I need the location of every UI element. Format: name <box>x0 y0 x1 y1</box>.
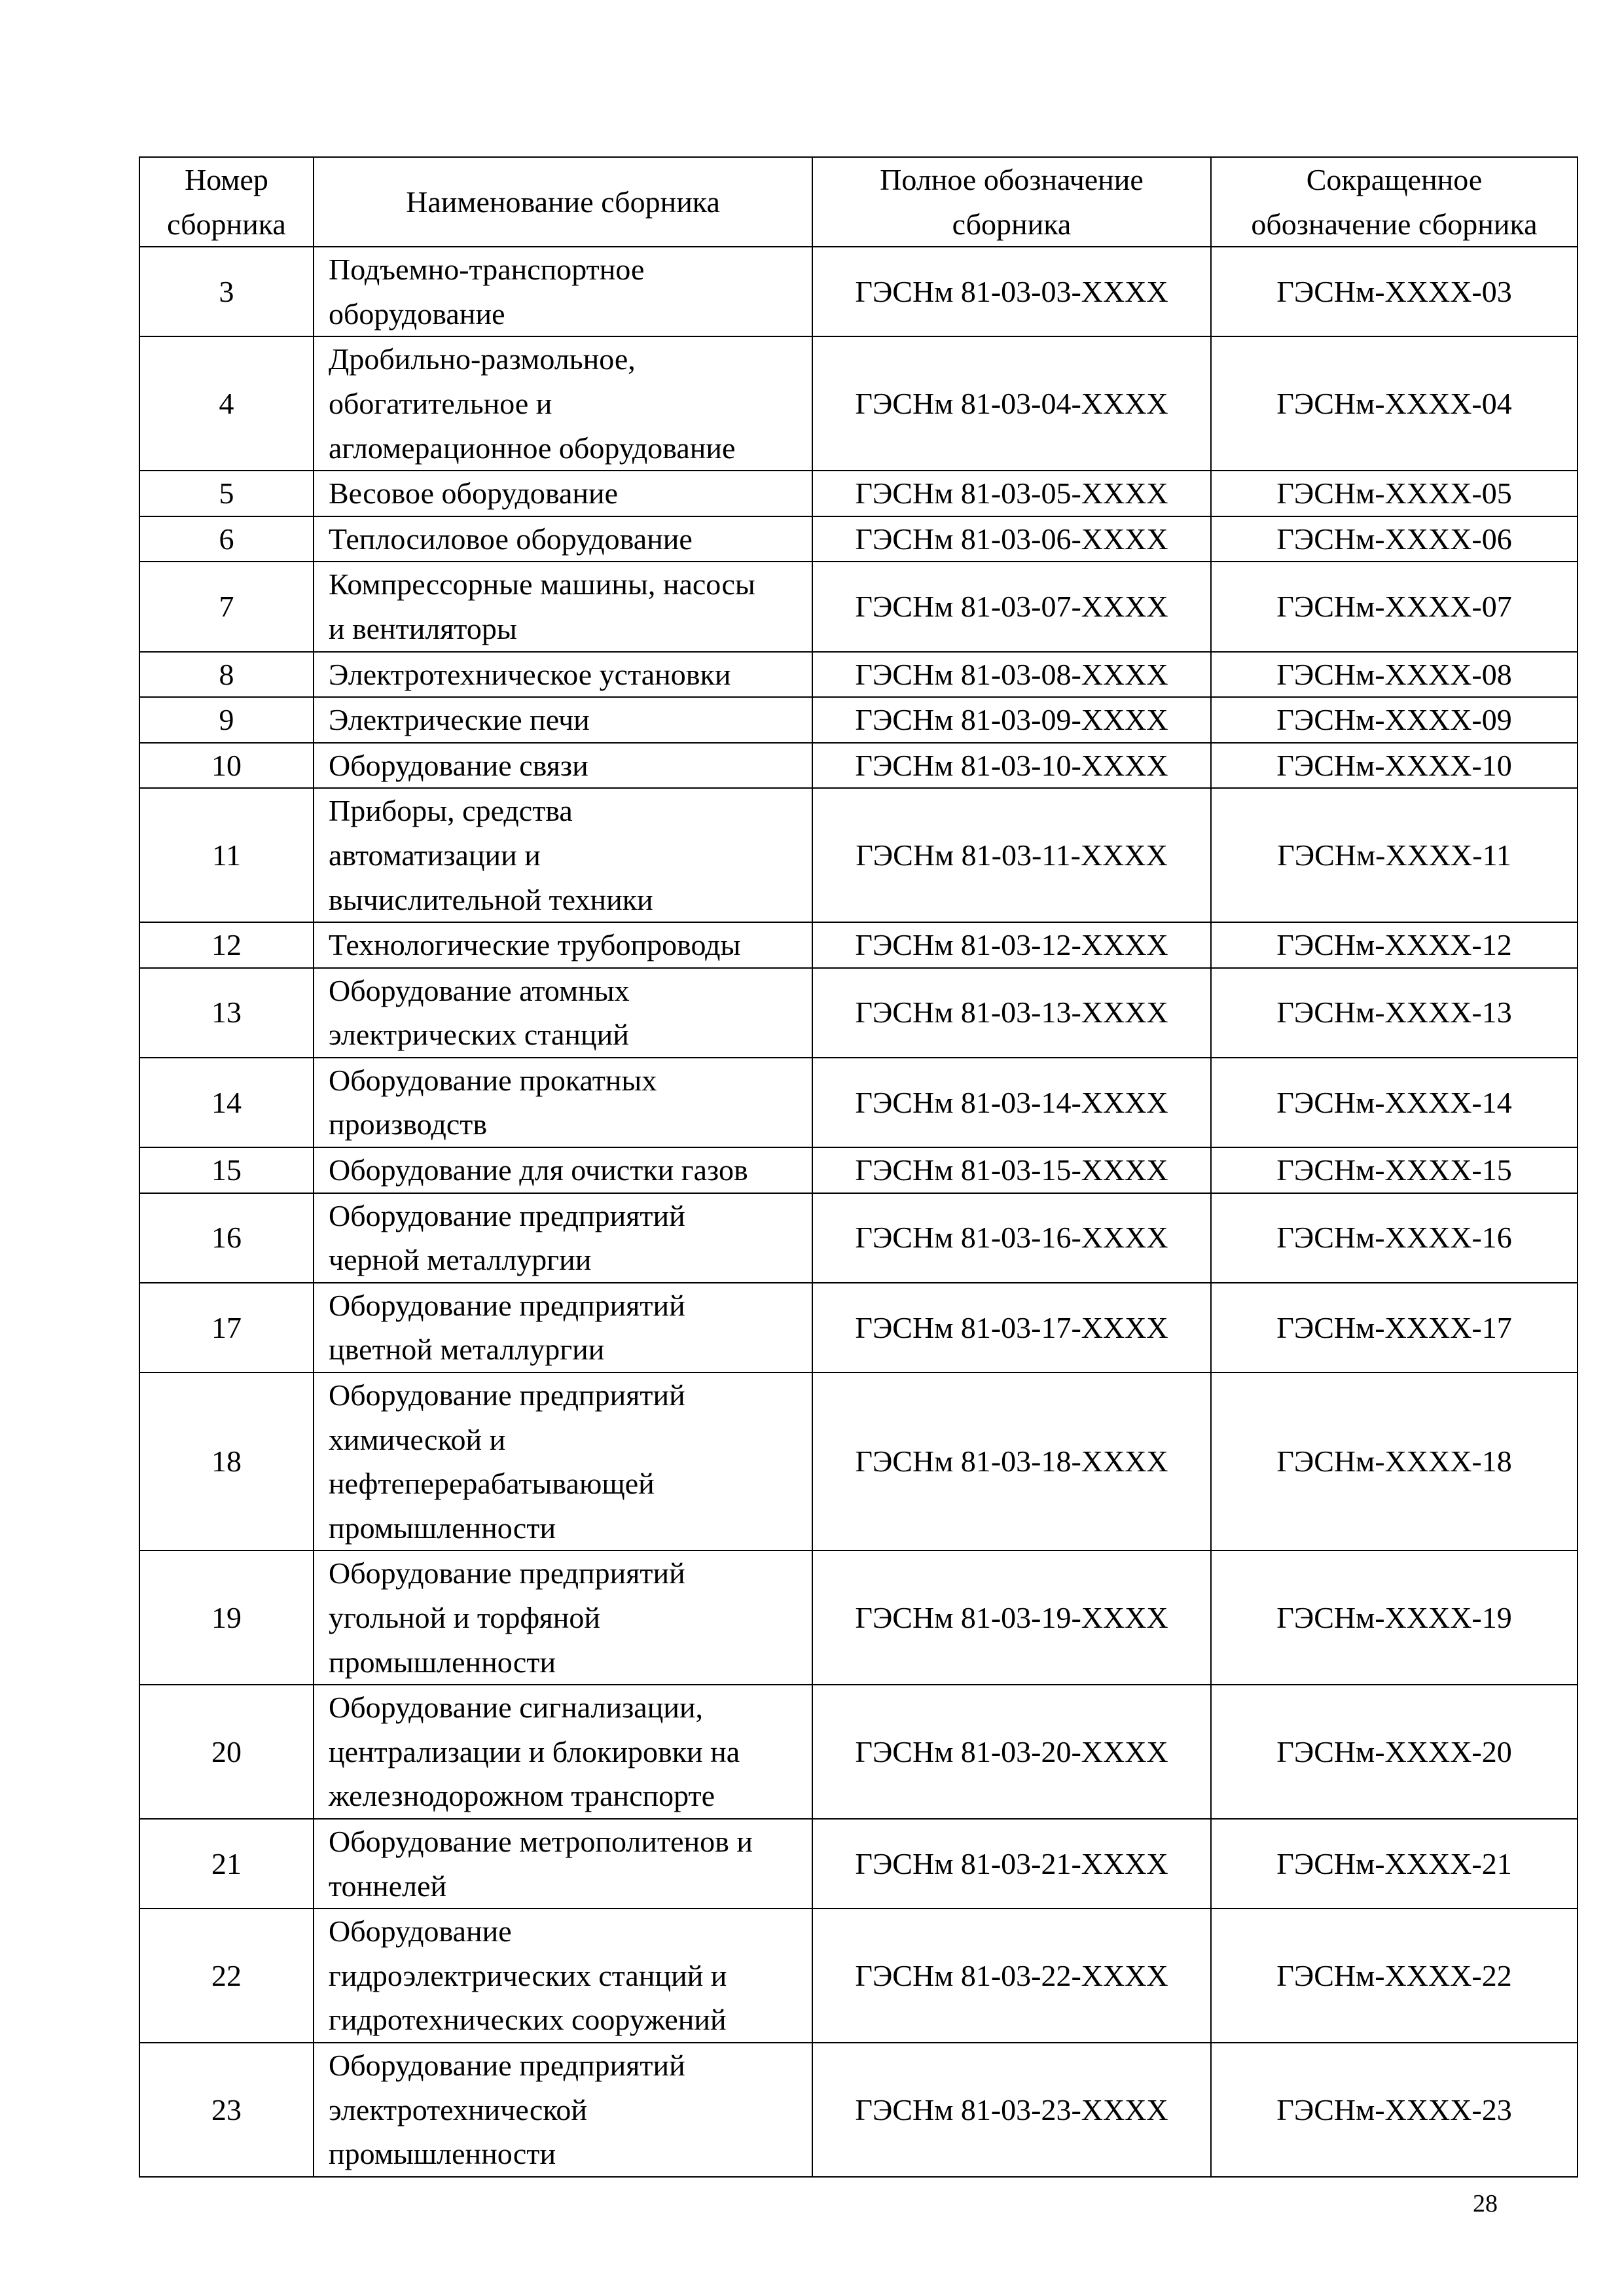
table-row <box>139 1147 1578 1193</box>
short-code: ГЭСНм-ХХХХ-19 <box>1211 1551 1578 1685</box>
collection-number: 12 <box>139 922 314 968</box>
collection-number: 3 <box>139 247 314 336</box>
short-code: ГЭСНм-ХХХХ-03 <box>1211 247 1578 336</box>
collection-number: 16 <box>139 1193 314 1283</box>
table-row <box>139 247 1578 336</box>
table-row <box>139 471 1578 516</box>
table-row <box>139 922 1578 968</box>
short-code: ГЭСНм-ХХХХ-22 <box>1211 1909 1578 2043</box>
full-code: ГЭСНм 81-03-05-ХХХХ <box>812 471 1211 516</box>
short-code: ГЭСНм-ХХХХ-08 <box>1211 652 1578 698</box>
short-code: ГЭСНм-ХХХХ-07 <box>1211 562 1578 651</box>
full-code: ГЭСНм 81-03-21-ХХХХ <box>812 1819 1211 1909</box>
table-row <box>139 697 1578 743</box>
collection-number: 22 <box>139 1909 314 2043</box>
full-code: ГЭСНм 81-03-06-ХХХХ <box>812 516 1211 562</box>
full-code: ГЭСНм 81-03-11-ХХХХ <box>812 788 1211 922</box>
collection-number: 20 <box>139 1685 314 1819</box>
full-code: ГЭСНм 81-03-13-ХХХХ <box>812 968 1211 1058</box>
collection-number: 13 <box>139 968 314 1058</box>
collection-name: Оборудование гидроэлектрических станций и гидротехнических сооружений <box>314 1909 812 2043</box>
full-code: ГЭСНм 81-03-07-ХХХХ <box>812 562 1211 651</box>
page-number: 28 <box>1473 2190 1498 2217</box>
collection-name: Оборудование предприятий черной металлургии <box>314 1193 812 1283</box>
short-code: ГЭСНм-ХХХХ-20 <box>1211 1685 1578 1819</box>
table-row <box>139 336 1578 471</box>
short-code: ГЭСНм-ХХХХ-09 <box>1211 697 1578 743</box>
full-code: ГЭСНм 81-03-22-ХХХХ <box>812 1909 1211 2043</box>
collection-name: Оборудование прокатных производств <box>314 1058 812 1147</box>
short-code: ГЭСНм-ХХХХ-21 <box>1211 1819 1578 1909</box>
full-code: ГЭСНм 81-03-17-ХХХХ <box>812 1283 1211 1372</box>
short-code: ГЭСНм-ХХХХ-06 <box>1211 516 1578 562</box>
collection-name: Оборудование предприятий электротехнической промышленности <box>314 2043 812 2177</box>
header-short-code: Сокращенное обозначение сборника <box>1211 157 1578 247</box>
table-header-row <box>139 157 1578 247</box>
header-number: Номер сборника <box>139 157 314 247</box>
collection-number: 7 <box>139 562 314 651</box>
collection-number: 23 <box>139 2043 314 2177</box>
collection-name: Электротехническое установки <box>314 652 812 698</box>
collection-name: Дробильно-размольное, обогатительное и агломерационное оборудование <box>314 336 812 471</box>
table-row <box>139 968 1578 1058</box>
short-code: ГЭСНм-ХХХХ-12 <box>1211 922 1578 968</box>
collections-table <box>139 156 1578 2178</box>
table-row <box>139 1685 1578 1819</box>
short-code: ГЭСНм-ХХХХ-17 <box>1211 1283 1578 1372</box>
header-name: Наименование сборника <box>314 157 812 247</box>
table-row <box>139 652 1578 698</box>
full-code: ГЭСНм 81-03-23-ХХХХ <box>812 2043 1211 2177</box>
short-code: ГЭСНм-ХХХХ-04 <box>1211 336 1578 471</box>
full-code: ГЭСНм 81-03-12-ХХХХ <box>812 922 1211 968</box>
full-code: ГЭСНм 81-03-15-ХХХХ <box>812 1147 1211 1193</box>
collection-name: Оборудование связи <box>314 743 812 789</box>
collection-number: 19 <box>139 1551 314 1685</box>
table-row <box>139 743 1578 789</box>
full-code: ГЭСНм 81-03-19-ХХХХ <box>812 1551 1211 1685</box>
collection-number: 10 <box>139 743 314 789</box>
table-row <box>139 1551 1578 1685</box>
short-code: ГЭСНм-ХХХХ-11 <box>1211 788 1578 922</box>
full-code: ГЭСНм 81-03-08-ХХХХ <box>812 652 1211 698</box>
full-code: ГЭСНм 81-03-10-ХХХХ <box>812 743 1211 789</box>
full-code: ГЭСНм 81-03-03-ХХХХ <box>812 247 1211 336</box>
collection-number: 21 <box>139 1819 314 1909</box>
short-code: ГЭСНм-ХХХХ-05 <box>1211 471 1578 516</box>
full-code: ГЭСНм 81-03-09-ХХХХ <box>812 697 1211 743</box>
collection-number: 15 <box>139 1147 314 1193</box>
table-row <box>139 1283 1578 1372</box>
table-row <box>139 788 1578 922</box>
table-row <box>139 1819 1578 1909</box>
short-code: ГЭСНм-ХХХХ-15 <box>1211 1147 1578 1193</box>
collection-name: Весовое оборудование <box>314 471 812 516</box>
collection-number: 4 <box>139 336 314 471</box>
table-row <box>139 562 1578 651</box>
collection-name: Подъемно-транспортное оборудование <box>314 247 812 336</box>
table-row <box>139 1058 1578 1147</box>
collection-name: Оборудование атомных электрических станций <box>314 968 812 1058</box>
collection-name: Оборудование метрополитенов и тоннелей <box>314 1819 812 1909</box>
collection-number: 5 <box>139 471 314 516</box>
short-code: ГЭСНм-ХХХХ-13 <box>1211 968 1578 1058</box>
table-row <box>139 1372 1578 1551</box>
collection-number: 18 <box>139 1372 314 1551</box>
full-code: ГЭСНм 81-03-14-ХХХХ <box>812 1058 1211 1147</box>
table-row <box>139 1193 1578 1283</box>
collection-name: Приборы, средства автоматизации и вычислительной техники <box>314 788 812 922</box>
full-code: ГЭСНм 81-03-18-ХХХХ <box>812 1372 1211 1551</box>
collection-number: 11 <box>139 788 314 922</box>
short-code: ГЭСНм-ХХХХ-16 <box>1211 1193 1578 1283</box>
full-code: ГЭСНм 81-03-20-ХХХХ <box>812 1685 1211 1819</box>
short-code: ГЭСНм-ХХХХ-23 <box>1211 2043 1578 2177</box>
table-row <box>139 516 1578 562</box>
short-code: ГЭСНм-ХХХХ-10 <box>1211 743 1578 789</box>
collection-name: Технологические трубопроводы <box>314 922 812 968</box>
collection-name: Оборудование предприятий химической и нефтеперерабатывающей промышленности <box>314 1372 812 1551</box>
collection-name: Электрические печи <box>314 697 812 743</box>
collection-number: 6 <box>139 516 314 562</box>
collection-name: Оборудование предприятий цветной металлургии <box>314 1283 812 1372</box>
header-full-code: Полное обозначение сборника <box>812 157 1211 247</box>
collection-name: Теплосиловое оборудование <box>314 516 812 562</box>
collection-number: 17 <box>139 1283 314 1372</box>
collection-number: 14 <box>139 1058 314 1147</box>
collection-name: Оборудование для очистки газов <box>314 1147 812 1193</box>
collection-number: 8 <box>139 652 314 698</box>
short-code: ГЭСНм-ХХХХ-14 <box>1211 1058 1578 1147</box>
full-code: ГЭСНм 81-03-16-ХХХХ <box>812 1193 1211 1283</box>
collection-name: Оборудование предприятий угольной и торфяной промышленности <box>314 1551 812 1685</box>
collection-number: 9 <box>139 697 314 743</box>
short-code: ГЭСНм-ХХХХ-18 <box>1211 1372 1578 1551</box>
collection-name: Компрессорные машины, насосы и вентиляторы <box>314 562 812 651</box>
collection-name: Оборудование сигнализации, централизации и блокировки на железнодорожном транспорте <box>314 1685 812 1819</box>
full-code: ГЭСНм 81-03-04-ХХХХ <box>812 336 1211 471</box>
table-row <box>139 2043 1578 2177</box>
table-row <box>139 1909 1578 2043</box>
